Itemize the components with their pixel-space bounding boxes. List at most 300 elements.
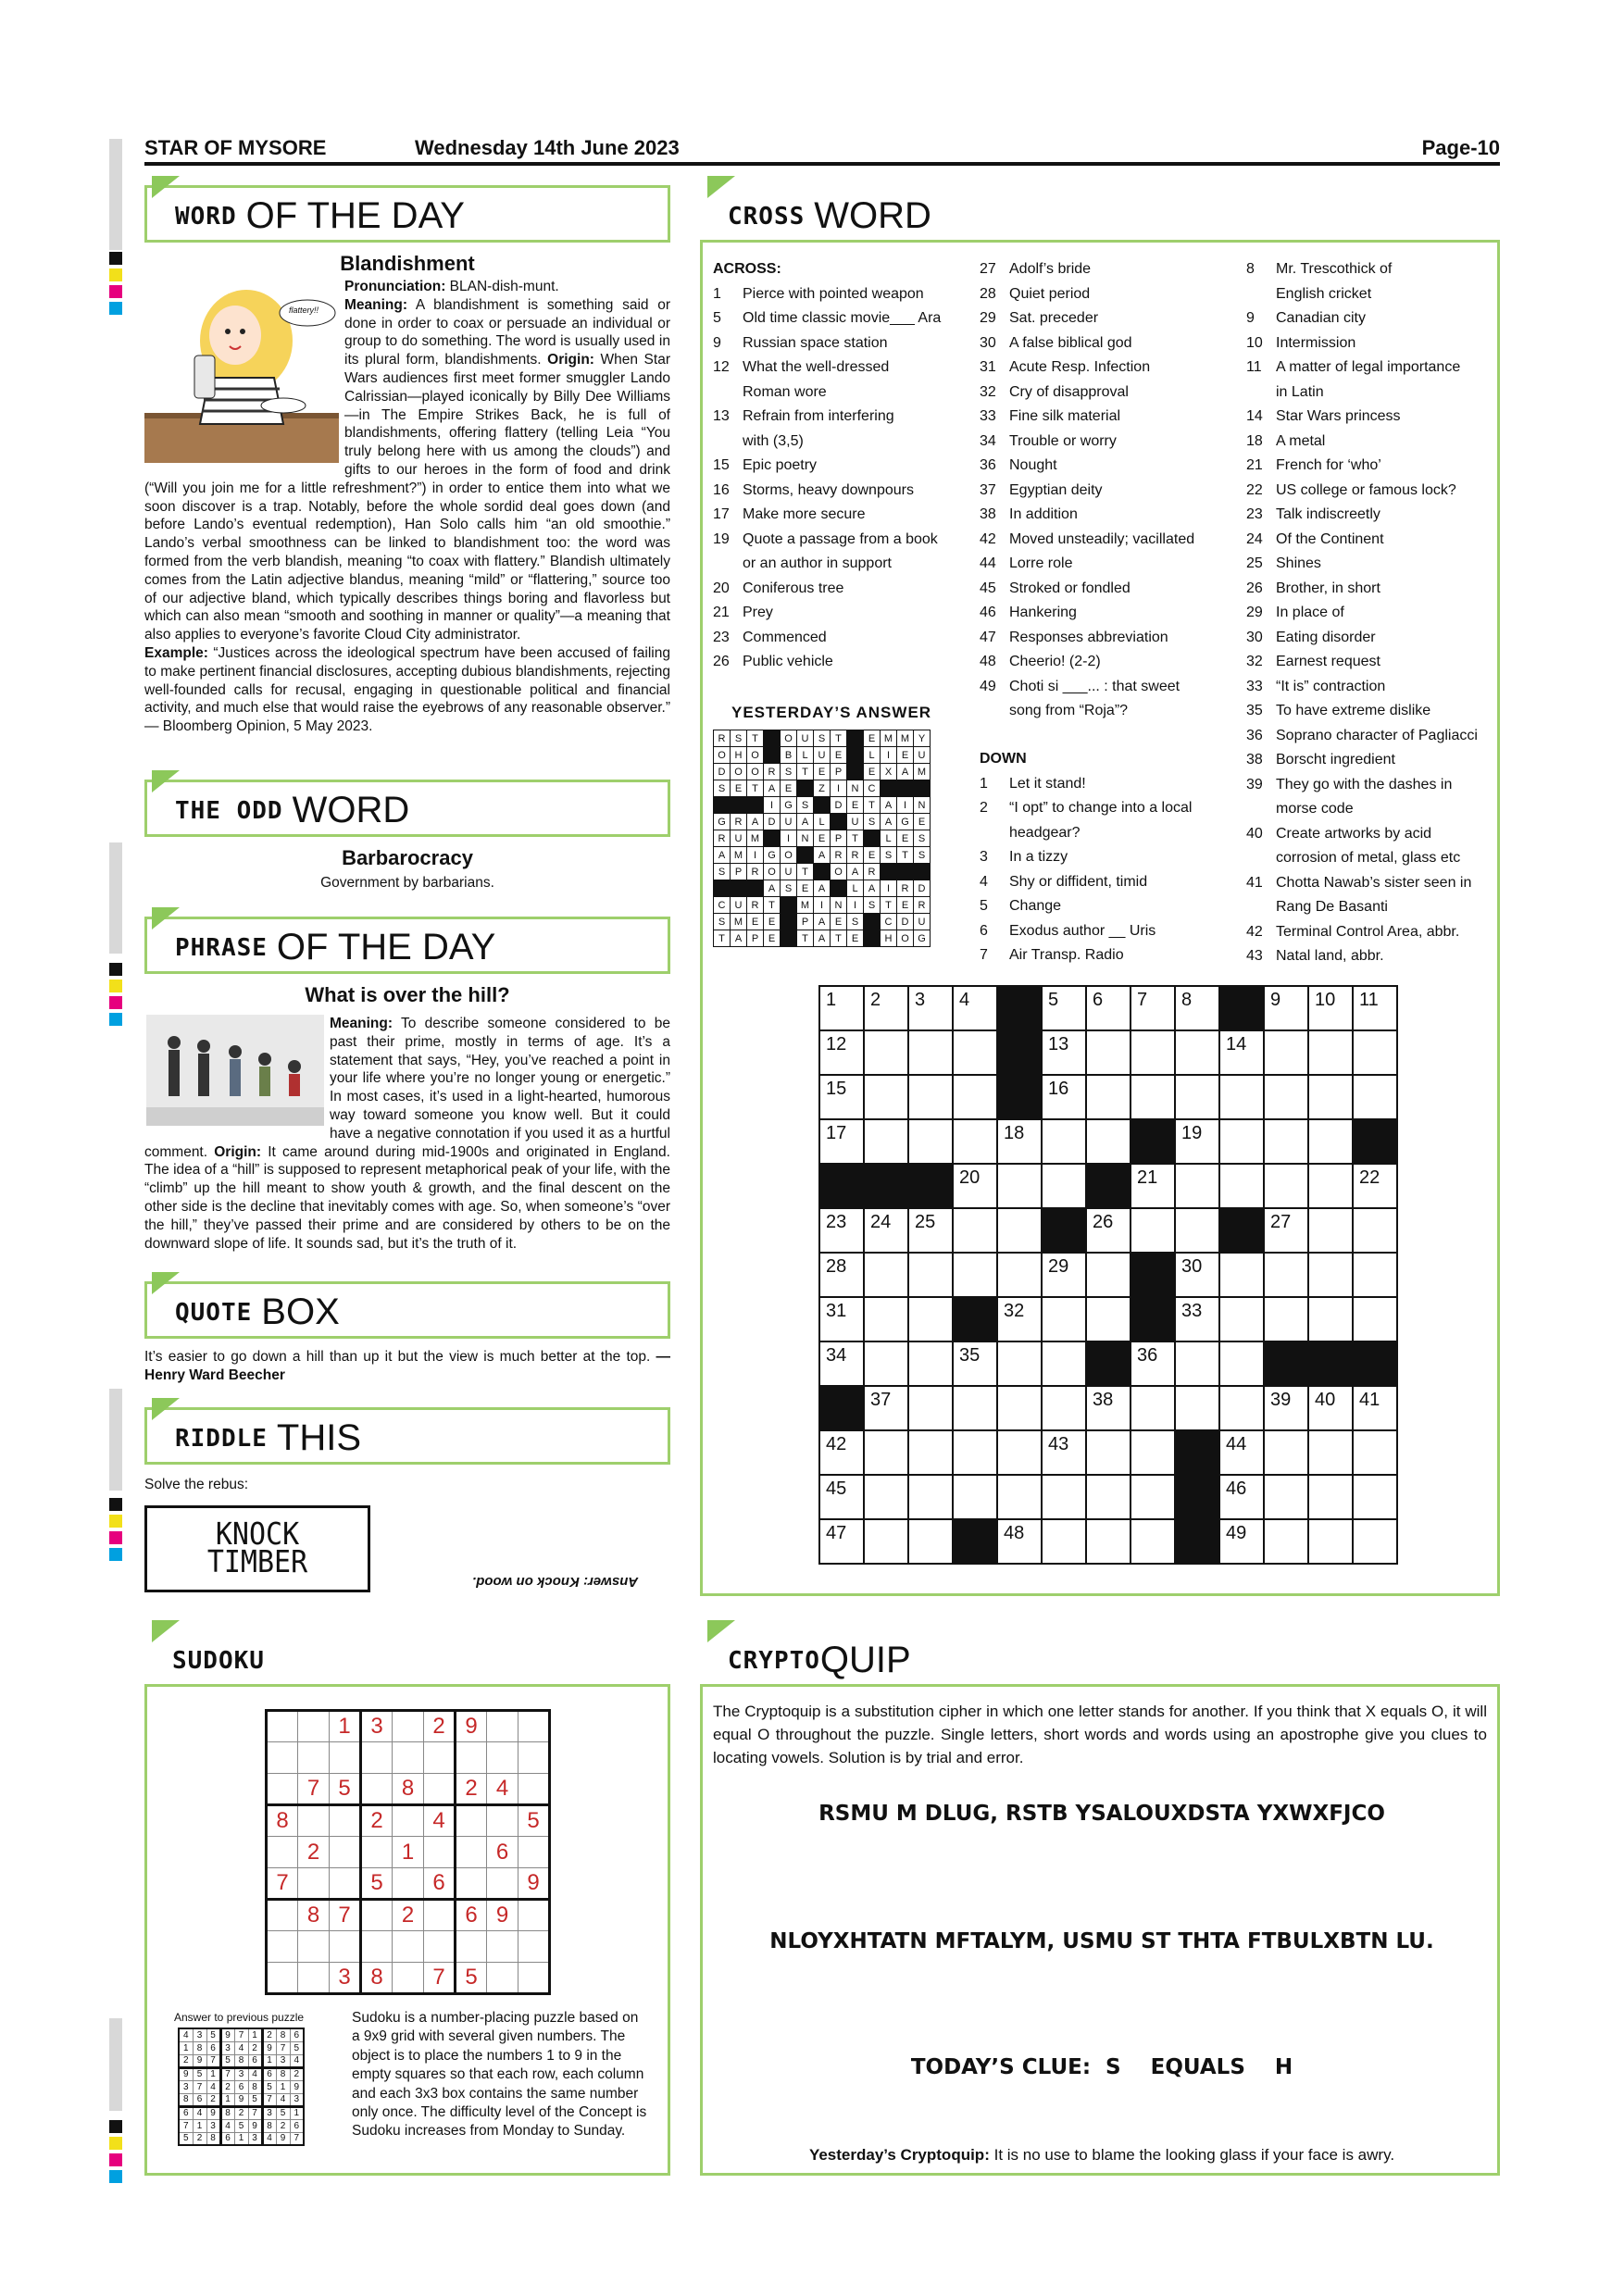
crossword-cell[interactable] <box>1131 1386 1175 1430</box>
sudoku-cell[interactable] <box>518 1711 550 1742</box>
crossword-cell[interactable] <box>908 1253 953 1297</box>
clue-number: 33 <box>1246 678 1263 694</box>
crossword-cell[interactable]: 16 <box>1042 1075 1086 1119</box>
crossword-cell[interactable]: 31 <box>819 1297 864 1341</box>
sudoku-cell[interactable] <box>518 1837 550 1868</box>
answer-cell: T <box>831 930 847 947</box>
crossword-cell[interactable] <box>1308 1030 1353 1075</box>
crossword-cell[interactable] <box>1175 1075 1219 1119</box>
float-spacer <box>144 1015 330 1129</box>
answer-cell: C <box>881 914 897 930</box>
crossword-cell[interactable] <box>997 1430 1042 1475</box>
crossword-cell[interactable] <box>908 1386 953 1430</box>
crossword-cell[interactable] <box>1353 1208 1397 1253</box>
crossword-cell[interactable] <box>1086 1075 1131 1119</box>
crossword-cell[interactable] <box>864 1430 908 1475</box>
answer-block <box>764 730 781 747</box>
sudoku-cell[interactable] <box>267 1742 298 1774</box>
crossword-cell[interactable] <box>1308 1430 1353 1475</box>
crossword-block <box>1086 1164 1131 1208</box>
clue-text: They go with the dashes in <box>1276 776 1453 792</box>
sudoku-cell: 4 <box>276 2093 290 2106</box>
crossword-cell[interactable] <box>864 1519 908 1564</box>
crossword-cell[interactable] <box>1042 1164 1086 1208</box>
crossword-cell[interactable] <box>1086 1430 1131 1475</box>
answer-block <box>864 914 881 930</box>
crossword-cell[interactable] <box>997 1475 1042 1519</box>
crossword-cell[interactable] <box>1219 1341 1264 1386</box>
crossword-cell[interactable] <box>1131 1519 1175 1564</box>
crossword-block <box>819 1164 864 1208</box>
crossword-cell[interactable]: 8 <box>1175 986 1219 1030</box>
crossword-cell[interactable] <box>908 1519 953 1564</box>
crossword-cell[interactable] <box>953 1075 997 1119</box>
clue-number: 44 <box>980 555 996 571</box>
clue-number: 31 <box>980 359 996 375</box>
crossword-cell[interactable]: 43 <box>1042 1430 1086 1475</box>
crossword-cell[interactable] <box>1353 1075 1397 1119</box>
crossword-cell[interactable]: 23 <box>819 1208 864 1253</box>
answer-cell: O <box>747 747 764 764</box>
sudoku-cell: 7 <box>206 2054 220 2067</box>
sudoku-cell[interactable] <box>487 1711 518 1742</box>
answer-cell: S <box>797 797 814 814</box>
title-text: QUIP <box>819 1640 911 1680</box>
answer-cell: E <box>781 780 797 797</box>
crossword-cell[interactable] <box>908 1030 953 1075</box>
crossword-cell[interactable]: 28 <box>819 1253 864 1297</box>
sudoku-cell[interactable] <box>518 1774 550 1805</box>
clue-text: Roman wore <box>743 383 827 400</box>
sudoku-cell: 9 <box>234 2093 248 2106</box>
crossword-cell[interactable]: 17 <box>819 1119 864 1164</box>
crossword-cell[interactable] <box>1086 1119 1131 1164</box>
sudoku-cell: 2 <box>206 2093 220 2106</box>
crossword-cell[interactable] <box>1353 1430 1397 1475</box>
answer-cell: N <box>914 797 931 814</box>
crossword-cell[interactable] <box>1219 1119 1264 1164</box>
crossword-cell[interactable] <box>1308 1253 1353 1297</box>
answer-cell: S <box>864 814 881 830</box>
crossword-cell[interactable] <box>1264 1030 1308 1075</box>
clue-text: Talk indiscreetly <box>1276 506 1380 522</box>
crossword-cell[interactable]: 40 <box>1308 1386 1353 1430</box>
sudoku-cell[interactable] <box>361 1742 393 1774</box>
crossword-cell[interactable]: 35 <box>953 1341 997 1386</box>
sudoku-cell[interactable] <box>330 1837 361 1868</box>
sudoku-cell[interactable] <box>456 1805 487 1837</box>
crossword-cell[interactable] <box>908 1297 953 1341</box>
crossword-cell[interactable] <box>1086 1475 1131 1519</box>
clue-number: 9 <box>1246 310 1255 326</box>
sudoku-cell: 9 <box>487 1900 518 1931</box>
sudoku-cell: 6 <box>234 2080 248 2093</box>
crossword-cell[interactable]: 27 <box>1264 1208 1308 1253</box>
crossword-cell[interactable]: 9 <box>1264 986 1308 1030</box>
crossword-cell[interactable] <box>1264 1164 1308 1208</box>
answer-cell: O <box>897 930 914 947</box>
sudoku-cell[interactable] <box>393 1868 424 1900</box>
sudoku-cell[interactable] <box>424 1742 456 1774</box>
crossword-cell[interactable]: 30 <box>1175 1253 1219 1297</box>
sudoku-cell[interactable] <box>456 1742 487 1774</box>
crossword-cell[interactable] <box>1353 1253 1397 1297</box>
crossword-cell[interactable]: 34 <box>819 1341 864 1386</box>
sudoku-cell[interactable] <box>267 1900 298 1931</box>
sudoku-cell: 3 <box>206 2119 220 2132</box>
crossword-cell[interactable]: 24 <box>864 1208 908 1253</box>
sudoku-cell[interactable] <box>518 1931 550 1963</box>
crossword-cell[interactable] <box>997 1341 1042 1386</box>
crossword-cell[interactable]: 21 <box>1131 1164 1175 1208</box>
sudoku-cell[interactable] <box>298 1963 330 1994</box>
crossword-cell[interactable]: 5 <box>1042 986 1086 1030</box>
print-strip <box>109 2018 122 2111</box>
crossword-cell[interactable]: 1 <box>819 986 864 1030</box>
clue-number: 49 <box>980 678 996 694</box>
crossword-cell[interactable] <box>1131 1430 1175 1475</box>
crossword-cell[interactable] <box>1042 1297 1086 1341</box>
clue-number <box>713 430 743 455</box>
crossword-cell[interactable] <box>1175 1386 1219 1430</box>
answer-cell: R <box>714 830 731 847</box>
crossword-cell[interactable]: 18 <box>997 1119 1042 1164</box>
clue-text: Change <box>1009 898 1062 914</box>
sudoku-cell[interactable] <box>298 1805 330 1837</box>
cryptoquip-intro: The Cryptoquip is a substitution cipher in which one letter stands for another. If you think that X equals O, it will equal O throughout the puzzle. Single letters, short words and words using an apostrophe give you clues to locating vowels. Solution is by trial and error. <box>713 1703 1487 1766</box>
sudoku-cell[interactable] <box>361 1900 393 1931</box>
sudoku-cell: 1 <box>248 2028 262 2041</box>
answer-cell: I <box>831 780 847 797</box>
crossword-cell[interactable] <box>1264 1475 1308 1519</box>
crossword-cell[interactable] <box>864 1253 908 1297</box>
registration-mark <box>109 2120 122 2133</box>
answer-cell: E <box>864 764 881 780</box>
clue-text: Rang De Basanti <box>1276 899 1388 915</box>
crossword-cell[interactable] <box>1175 1341 1219 1386</box>
crossword-cell[interactable] <box>908 1430 953 1475</box>
sudoku-cell[interactable] <box>456 1868 487 1900</box>
registration-mark <box>109 2137 122 2150</box>
crossword-cell[interactable] <box>908 1075 953 1119</box>
clue-text: In place of <box>1276 605 1344 620</box>
crossword-cell[interactable] <box>1353 1030 1397 1075</box>
sudoku-cell[interactable] <box>424 1837 456 1868</box>
answer-block <box>764 747 781 764</box>
clue-text: Stroked or fondled <box>1009 580 1131 596</box>
crossword-cell[interactable] <box>1175 1164 1219 1208</box>
clue-number: 21 <box>1246 457 1263 473</box>
sudoku-cell[interactable] <box>424 1774 456 1805</box>
clue-row <box>980 577 1239 602</box>
crossword-cell[interactable] <box>997 1164 1042 1208</box>
answer-cell: I <box>881 747 897 764</box>
crossword-cell[interactable]: 14 <box>1219 1030 1264 1075</box>
crossword-cell[interactable] <box>953 1208 997 1253</box>
crossword-cell[interactable] <box>908 1119 953 1164</box>
clue-number: 16 <box>713 481 730 498</box>
clue-text: Nought <box>1009 457 1057 473</box>
sudoku-cell: 4 <box>424 1805 456 1837</box>
crossword-cell[interactable] <box>1131 1475 1175 1519</box>
sudoku-cell[interactable] <box>424 1931 456 1963</box>
crossword-cell[interactable]: 7 <box>1131 986 1175 1030</box>
sudoku-grid[interactable] <box>265 1709 551 1995</box>
crossword-cell[interactable] <box>1308 1519 1353 1564</box>
crossword-cell[interactable] <box>864 1075 908 1119</box>
crossword-cell[interactable] <box>1042 1386 1086 1430</box>
phrase-body <box>144 1015 670 1253</box>
clue-number: 25 <box>1246 555 1263 571</box>
answer-cell: U <box>781 864 797 880</box>
crossword-cell[interactable]: 32 <box>997 1297 1042 1341</box>
sudoku-cell[interactable] <box>456 1837 487 1868</box>
crossword-grid[interactable] <box>818 985 1398 1565</box>
crossword-cell[interactable] <box>864 1341 908 1386</box>
crossword-cell[interactable] <box>864 1297 908 1341</box>
clue-number: 9 <box>713 334 721 351</box>
sudoku-cell[interactable] <box>267 1774 298 1805</box>
sudoku-cell: 7 <box>234 2028 248 2041</box>
crossword-cell[interactable] <box>1042 1119 1086 1164</box>
answer-cell: L <box>881 830 897 847</box>
clue-text: Brother, in short <box>1276 580 1380 596</box>
sudoku-cell[interactable] <box>361 1931 393 1963</box>
clue-number: 19 <box>713 530 730 547</box>
sudoku-cell[interactable] <box>330 1805 361 1837</box>
crossword-cell[interactable]: 49 <box>1219 1519 1264 1564</box>
crossword-cell[interactable] <box>1086 1519 1131 1564</box>
answer-cell: I <box>814 897 831 914</box>
crossword-block <box>997 1075 1042 1119</box>
sudoku-cell[interactable] <box>487 1868 518 1900</box>
sudoku-cell[interactable] <box>393 1963 424 1994</box>
answer-block <box>897 780 914 797</box>
sudoku-cell[interactable] <box>267 1963 298 1994</box>
crossword-cell[interactable] <box>1308 1075 1353 1119</box>
crossword-cell[interactable] <box>1131 1075 1175 1119</box>
crossword-cell[interactable]: 10 <box>1308 986 1353 1030</box>
crossword-cell[interactable] <box>1086 1253 1131 1297</box>
crossword-cell[interactable] <box>864 1475 908 1519</box>
crossword-cell[interactable] <box>1219 1386 1264 1430</box>
crossword-cell[interactable]: 47 <box>819 1519 864 1564</box>
crossword-cell[interactable] <box>1264 1119 1308 1164</box>
crossword-cell[interactable]: 29 <box>1042 1253 1086 1297</box>
crossword-cell[interactable] <box>953 1253 997 1297</box>
crossword-cell[interactable]: 20 <box>953 1164 997 1208</box>
answer-cell: A <box>814 880 831 897</box>
previous-answer-label: Answer to previous puzzle <box>174 2011 305 2024</box>
sudoku-cell: 3 <box>290 2093 304 2106</box>
clue-number: 24 <box>1246 530 1263 547</box>
crossword-cell[interactable]: 11 <box>1353 986 1397 1030</box>
clue-text: In a tizzy <box>1009 849 1068 865</box>
crossword-cell[interactable] <box>1131 1030 1175 1075</box>
crossword-cell[interactable] <box>1042 1475 1086 1519</box>
sudoku-cell[interactable] <box>298 1868 330 1900</box>
sudoku-cell[interactable] <box>330 1868 361 1900</box>
crossword-cell[interactable]: 13 <box>1042 1030 1086 1075</box>
sudoku-cell[interactable] <box>267 1931 298 1963</box>
crossword-cell[interactable]: 37 <box>864 1386 908 1430</box>
crossword-cell[interactable]: 26 <box>1086 1208 1131 1253</box>
crossword-cell[interactable]: 12 <box>819 1030 864 1075</box>
clue-row <box>713 356 981 381</box>
crossword-cell[interactable]: 44 <box>1219 1430 1264 1475</box>
crossword-cell[interactable]: 36 <box>1131 1341 1175 1386</box>
sudoku-cell: 9 <box>193 2054 206 2067</box>
sudoku-cell: 6 <box>456 1900 487 1931</box>
crossword-cell[interactable] <box>1353 1475 1397 1519</box>
answer-cell: U <box>847 814 864 830</box>
answer-cell: A <box>731 930 747 947</box>
sudoku-cell[interactable] <box>456 1931 487 1963</box>
section-title-odd-word <box>144 780 670 837</box>
sudoku-cell[interactable] <box>487 1805 518 1837</box>
crossword-cell[interactable] <box>908 1475 953 1519</box>
sudoku-cell: 1 <box>234 2132 248 2145</box>
sudoku-cell[interactable] <box>298 1711 330 1742</box>
crossword-cell[interactable] <box>1086 1030 1131 1075</box>
crossword-cell[interactable] <box>997 1253 1042 1297</box>
crossword-cell[interactable]: 22 <box>1353 1164 1397 1208</box>
crossword-cell[interactable]: 48 <box>997 1519 1042 1564</box>
clue-row <box>980 503 1239 528</box>
sudoku-cell: 1 <box>262 2054 276 2067</box>
answer-block <box>731 880 747 897</box>
crossword-cell[interactable]: 25 <box>908 1208 953 1253</box>
sudoku-cell[interactable] <box>361 1837 393 1868</box>
crossword-cell[interactable] <box>997 1386 1042 1430</box>
crossword-cell[interactable] <box>1353 1519 1397 1564</box>
clue-row <box>713 381 981 406</box>
crossword-cell[interactable] <box>1219 1164 1264 1208</box>
crossword-cell[interactable] <box>1264 1430 1308 1475</box>
sudoku-cell[interactable] <box>361 1774 393 1805</box>
clue-number: 8 <box>1246 261 1255 277</box>
crossword-cell[interactable] <box>864 1119 908 1164</box>
sudoku-cell[interactable] <box>487 1963 518 1994</box>
crossword-cell[interactable]: 19 <box>1175 1119 1219 1164</box>
crossword-cell[interactable]: 42 <box>819 1430 864 1475</box>
answer-block <box>714 880 731 897</box>
sudoku-cell[interactable] <box>393 1805 424 1837</box>
sudoku-cell[interactable] <box>393 1742 424 1774</box>
crossword-cell[interactable] <box>1308 1208 1353 1253</box>
crossword-cell[interactable]: 38 <box>1086 1386 1131 1430</box>
sudoku-cell[interactable] <box>267 1837 298 1868</box>
sudoku-cell[interactable] <box>330 1931 361 1963</box>
title-bold: THE ODD <box>175 797 283 825</box>
crossword-cell[interactable] <box>953 1386 997 1430</box>
sudoku-cell[interactable] <box>487 1742 518 1774</box>
crossword-cell[interactable]: 33 <box>1175 1297 1219 1341</box>
crossword-cell[interactable]: 6 <box>1086 986 1131 1030</box>
sudoku-cell[interactable] <box>393 1711 424 1742</box>
crossword-block <box>1308 1341 1353 1386</box>
crossword-cell[interactable] <box>1042 1341 1086 1386</box>
sudoku-cell[interactable] <box>393 1931 424 1963</box>
clue-row <box>1246 944 1500 969</box>
crossword-cell[interactable] <box>1353 1297 1397 1341</box>
cipher-line-1: RSMU M DLUG, RSTB YSALOUXDSTA YXWXFJCO <box>818 1802 1385 1826</box>
crossword-cell[interactable] <box>997 1208 1042 1253</box>
clue-number: 23 <box>1246 506 1263 522</box>
crossword-cell[interactable]: 2 <box>864 986 908 1030</box>
crossword-cell[interactable] <box>864 1030 908 1075</box>
crossword-cell[interactable]: 15 <box>819 1075 864 1119</box>
clue-text: in Latin <box>1276 383 1324 400</box>
clue-number: 26 <box>1246 580 1263 596</box>
crossword-cell[interactable] <box>1264 1075 1308 1119</box>
clue-text: Create artworks by acid <box>1276 825 1432 842</box>
crossword-cell[interactable] <box>1175 1030 1219 1075</box>
crossword-cell[interactable] <box>1308 1297 1353 1341</box>
crossword-cell[interactable] <box>1219 1297 1264 1341</box>
answer-cell: R <box>764 764 781 780</box>
sudoku-cell: 9 <box>179 2067 193 2080</box>
crossword-cell[interactable]: 41 <box>1353 1386 1397 1430</box>
sudoku-cell[interactable] <box>298 1742 330 1774</box>
crossword-cell[interactable]: 45 <box>819 1475 864 1519</box>
crossword-cell[interactable]: 3 <box>908 986 953 1030</box>
crossword-cell[interactable] <box>953 1030 997 1075</box>
clue-row <box>980 430 1239 455</box>
answer-cell: L <box>814 814 831 830</box>
clue-number: 20 <box>713 580 730 596</box>
crossword-cell[interactable] <box>908 1341 953 1386</box>
crossword-cell[interactable] <box>1042 1519 1086 1564</box>
answer-cell: O <box>714 747 731 764</box>
wotd-body <box>144 278 670 736</box>
crossword-cell[interactable] <box>1219 1075 1264 1119</box>
sudoku-cell[interactable] <box>518 1963 550 1994</box>
crossword-cell[interactable] <box>1308 1164 1353 1208</box>
crossword-cell[interactable] <box>1308 1119 1353 1164</box>
crossword-cell[interactable] <box>1131 1208 1175 1253</box>
sudoku-cell[interactable] <box>518 1900 550 1931</box>
sudoku-cell[interactable] <box>330 1742 361 1774</box>
clue-number <box>1246 846 1276 871</box>
sudoku-cell[interactable] <box>518 1742 550 1774</box>
crossword-cell[interactable] <box>953 1475 997 1519</box>
clue-row <box>980 479 1239 504</box>
crossword-cell[interactable] <box>1219 1253 1264 1297</box>
crossword-cell[interactable] <box>1264 1253 1308 1297</box>
sudoku-cell[interactable] <box>298 1931 330 1963</box>
answer-cell: P <box>831 764 847 780</box>
crossword-cell[interactable] <box>1086 1297 1131 1341</box>
crossword-cell[interactable]: 4 <box>953 986 997 1030</box>
sudoku-cell[interactable] <box>267 1711 298 1742</box>
crossword-cell[interactable] <box>1175 1208 1219 1253</box>
crossword-cell[interactable] <box>1264 1297 1308 1341</box>
crossword-cell[interactable]: 46 <box>1219 1475 1264 1519</box>
crossword-cell[interactable]: 39 <box>1264 1386 1308 1430</box>
sudoku-cell[interactable] <box>424 1900 456 1931</box>
answer-block <box>814 797 831 814</box>
sudoku-cell[interactable] <box>487 1931 518 1963</box>
answer-block <box>881 864 897 880</box>
crossword-cell[interactable] <box>1308 1475 1353 1519</box>
corner-tab <box>152 176 180 198</box>
crossword-cell[interactable] <box>953 1119 997 1164</box>
crossword-cell[interactable] <box>953 1430 997 1475</box>
crossword-cell[interactable] <box>1264 1519 1308 1564</box>
answer-cell: R <box>747 864 764 880</box>
sudoku-cell: 7 <box>193 2080 206 2093</box>
